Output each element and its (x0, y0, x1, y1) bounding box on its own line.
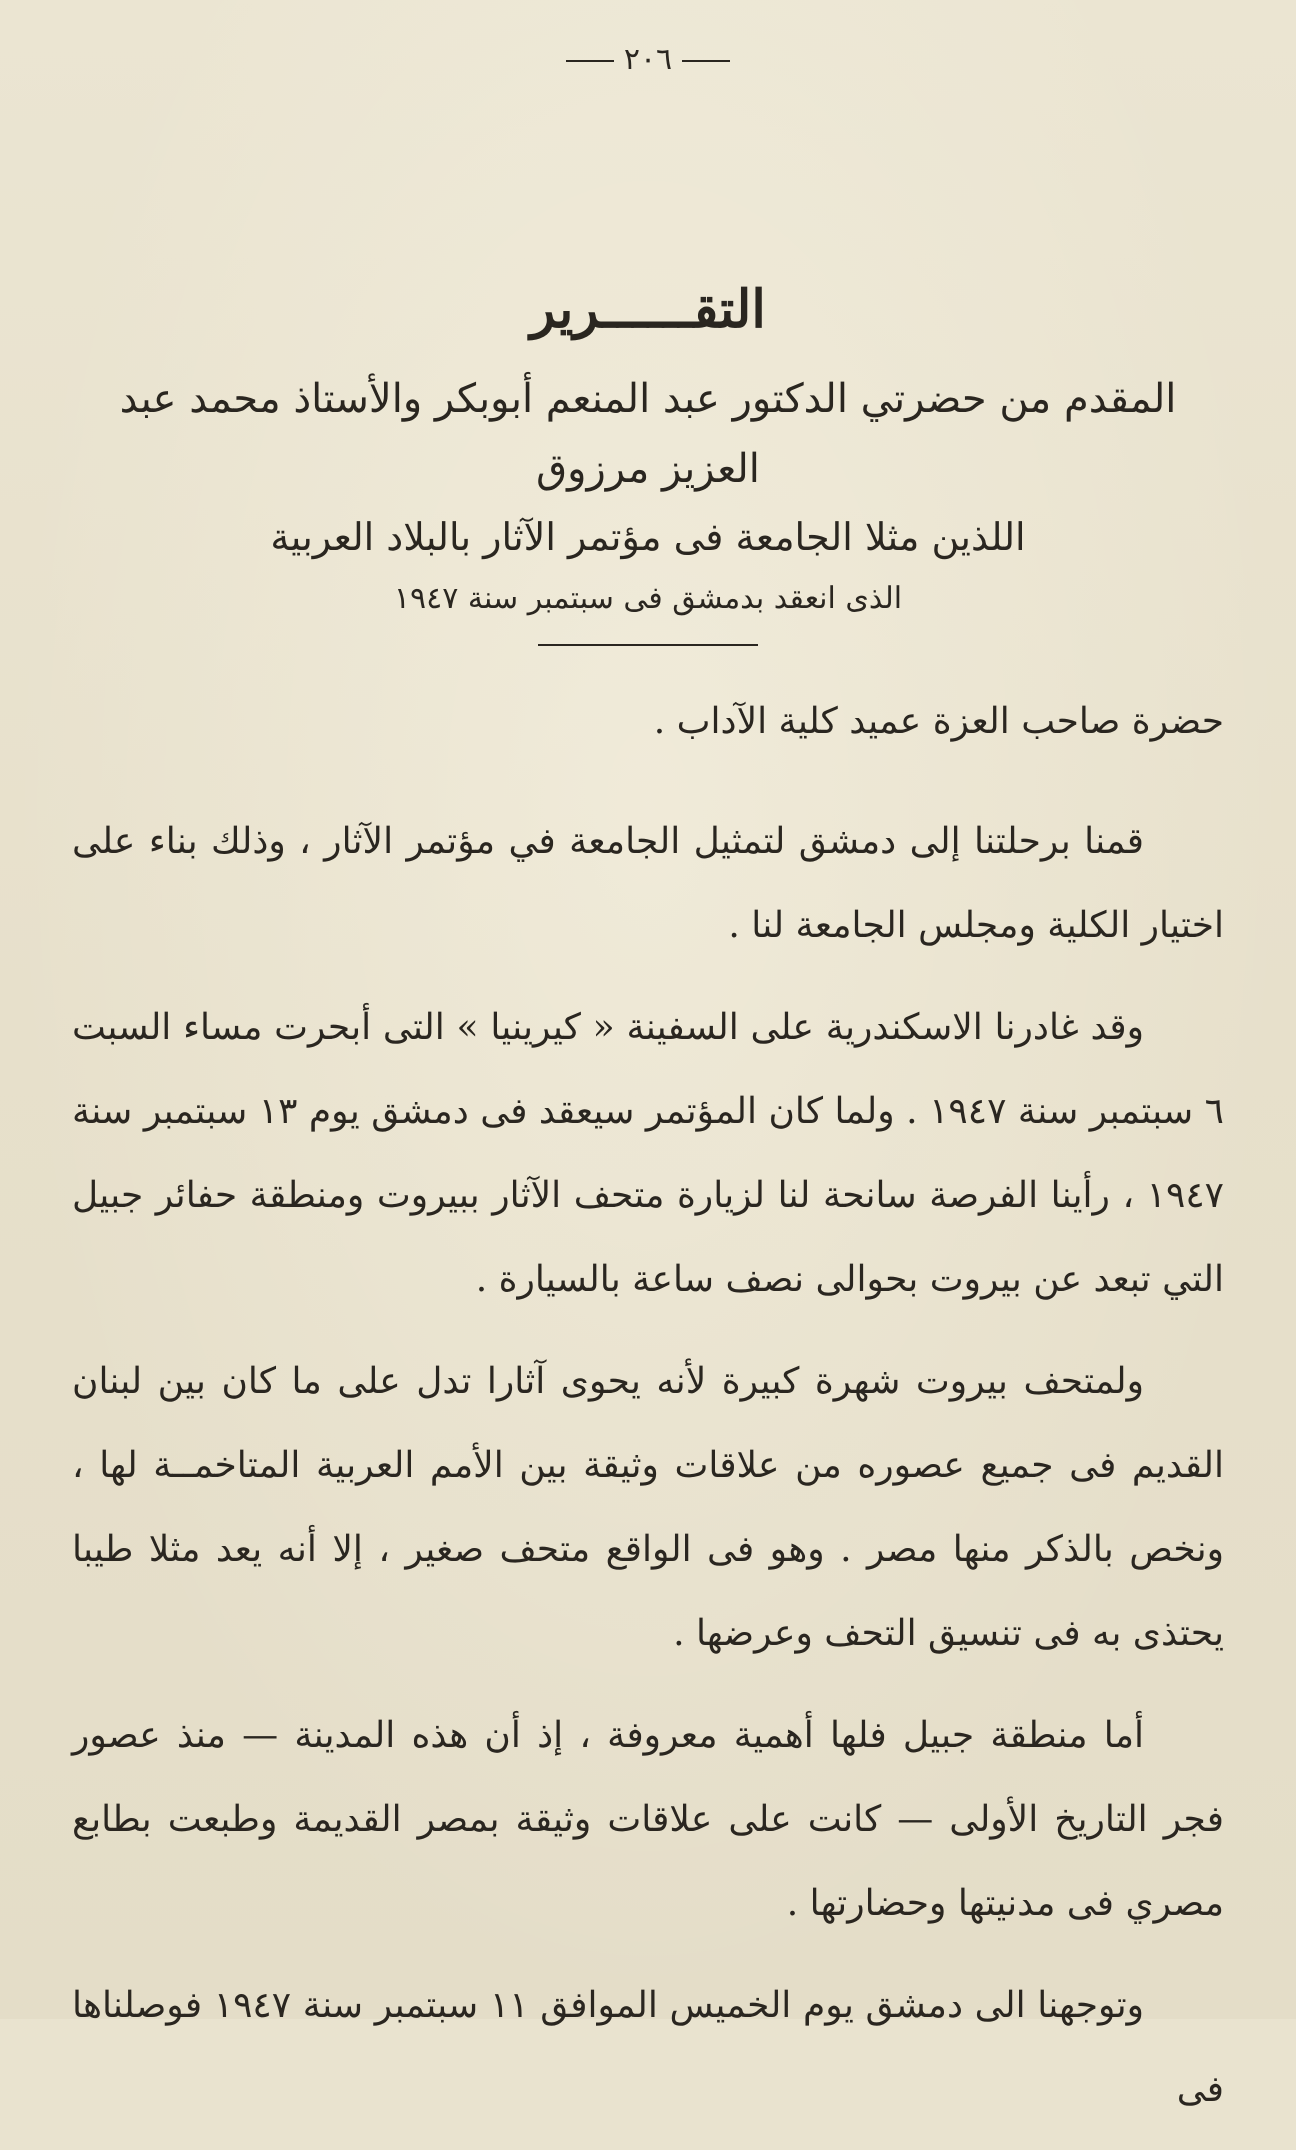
paragraph: وقد غادرنا الاسكندرية على السفينة « كيرينيا » التى أبحرت مساء السبت ٦ سبتمبر سنة ١٩٤٧ . ولما كان المؤتمر سيعقد فى دمشق يوم ١٣ سبتمبر سنة ١٩٤٧ ، رأينا الفرصة سانحة لنا لزيارة متحف الآثار ببيروت ومنطقة حفائر جبيل التي تبعد عن بيروت بحوالى نصف ساعة بالسيارة . (72, 1007, 1224, 1300)
page-number (0, 42, 1296, 77)
page-number-text: ٢٠٦ (623, 42, 673, 77)
heading-divider (538, 644, 758, 646)
report-subtitle-presenters: المقدم من حضرتي الدكتور عبد المنعم أبوبكر والأستاذ محمد عبد العزيز مرزوق (119, 376, 1177, 492)
page-number-dash-left (566, 60, 614, 62)
report-subtitle-conference: اللذين مثلا الجامعة فى مؤتمر الآثار بالبلاد العربية (270, 515, 1026, 559)
report-title: التقــــــرير (530, 279, 766, 340)
report-body (72, 680, 1224, 2150)
report-heading (70, 270, 1226, 646)
salutation: حضرة صاحب العزة عميد كلية الآداب . (653, 701, 1224, 742)
paragraph: ولمتحف بيروت شهرة كبيرة لأنه يحوى آثارا تدل على ما كان بين لبنان القديم فى جميع عصوره من علاقات وثيقة بين الأمم العربية المتاخمــة لها ، ونخص بالذكر منها مصر . وهو فى الواقع متحف صغير ، إلا أنه يعد مثلا طيبا يحتذى به فى تنسيق التحف وعرضها . (72, 1361, 1224, 1654)
paragraph: وتوجهنا الى دمشق يوم الخميس الموافق ١١ سبتمبر سنة ١٩٤٧ فوصلناها فى (72, 1985, 1224, 2110)
paragraph: أما منطقة جبيل فلها أهمية معروفة ، إذ أن هذه المدينة — منذ عصور فجر التاريخ الأولى — كانت على علاقات وثيقة بمصر القديمة وطبعت بطابع مصري فى مدنيتها وحضارتها . (72, 1715, 1224, 1924)
report-subtitle-date: الذى انعقد بدمشق فى سبتمبر سنة ١٩٤٧ (393, 581, 903, 616)
page-number-dash-right (682, 60, 730, 62)
paragraph: قمنا برحلتنا إلى دمشق لتمثيل الجامعة في مؤتمر الآثار ، وذلك بناء على اختيار الكلية ومجلس الجامعة لنا . (72, 821, 1224, 946)
